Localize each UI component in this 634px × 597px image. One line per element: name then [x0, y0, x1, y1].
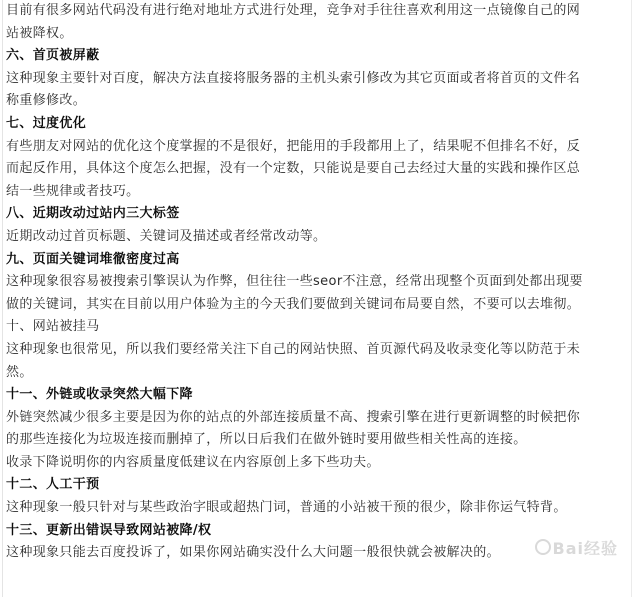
- section-heading-13: 十三、更新出错误导致网站被降/权: [6, 522, 212, 538]
- text-line: 而起反作用，具体这个度怎么把握，没有一个定数，只能说是要自己去经过大量的实践和操作区总: [6, 161, 581, 177]
- text-line: 目前有很多网站代码没有进行绝对地址方式进行处理，竞争对手往往喜欢利用这一点镜像自己的网: [6, 3, 581, 18]
- text-line: 结一些规律或者技巧。: [6, 183, 140, 199]
- section-paragraph-7: [6, 136, 626, 204]
- section-heading-10: 十、网站被挂马: [6, 319, 100, 335]
- text-line: 有些朋友对网站的优化这个度掌握的不是很好，把能用的手段都用上了，结果呢不但排名不好，反: [6, 138, 581, 154]
- intro-paragraph: [6, 0, 626, 45]
- baidu-jingyan-watermark: [535, 536, 618, 559]
- paw-logo-icon: [535, 539, 551, 555]
- text-line: 收录下降说明你的内容质量度低建议在内容原创上多下些功夫。: [6, 454, 380, 470]
- text-line: 这种现象很容易被搜索引擎误认为作弊，但往往一些seor不注意，经常出现整个页面到处都出现要: [6, 274, 583, 290]
- section-paragraph-9: [6, 271, 626, 316]
- text-line: 站被降权。: [6, 25, 73, 41]
- section-paragraph-8: [6, 226, 626, 249]
- text-line: 称重修修改。: [6, 93, 87, 109]
- section-heading-6: 六、首页被屏蔽: [6, 48, 100, 64]
- text-line: 这种现象只能去百度投诉了，如果你网站确实没什么大问题一般很快就会被解决的。: [6, 545, 500, 561]
- text-line: 做的关键词，其实在目前以用户体验为主的今天我们要做到关键词布局要自然，不要可以去堆彻。: [6, 296, 581, 312]
- section-heading-8: 八、近期改动过站内三大标签: [6, 206, 180, 222]
- section-heading-11: 十一、外链或收录突然大幅下降: [6, 387, 193, 403]
- text-line: 近期改动过首页标题、关键词及描述或者经常改动等。: [6, 228, 327, 244]
- section-heading-9: 九、页面关键词堆徹密度过高: [6, 251, 180, 267]
- section-paragraph-13: [6, 542, 626, 565]
- section-paragraph-6: [6, 68, 626, 113]
- text-line: 这种现象一般只针对与某些政治字眼或超热门词，普通的小站被干预的很少，除非你运气特背。: [6, 500, 567, 516]
- text-line: 这种现象主要针对百度，解决方法直接将服务器的主机头索引修改为其它页面或者将首页的文件名: [6, 70, 581, 86]
- watermark-text: Bai经验: [552, 539, 618, 558]
- text-line: 这种现象也很常见，所以我们要经常关注下自己的网站快照、首页源代码及收录变化等以防范于未: [6, 341, 581, 357]
- section-paragraph-12: [6, 497, 626, 520]
- section-heading-7: 七、过度优化: [6, 115, 87, 131]
- text-line: 外链突然减少很多主要是因为你的站点的外部连接质量不高、搜索引擎在进行更新调整的时候把你: [6, 409, 581, 425]
- section-paragraph-10: [6, 339, 626, 384]
- text-line: 然。: [6, 364, 33, 380]
- section-heading-12: 十二、人工干预: [6, 477, 100, 493]
- section-paragraph-11: [6, 407, 626, 475]
- text-line: 的那些连接化为垃圾连接而删掉了，所以日后我们在做外链时要用做些相关性高的连接。: [6, 432, 527, 448]
